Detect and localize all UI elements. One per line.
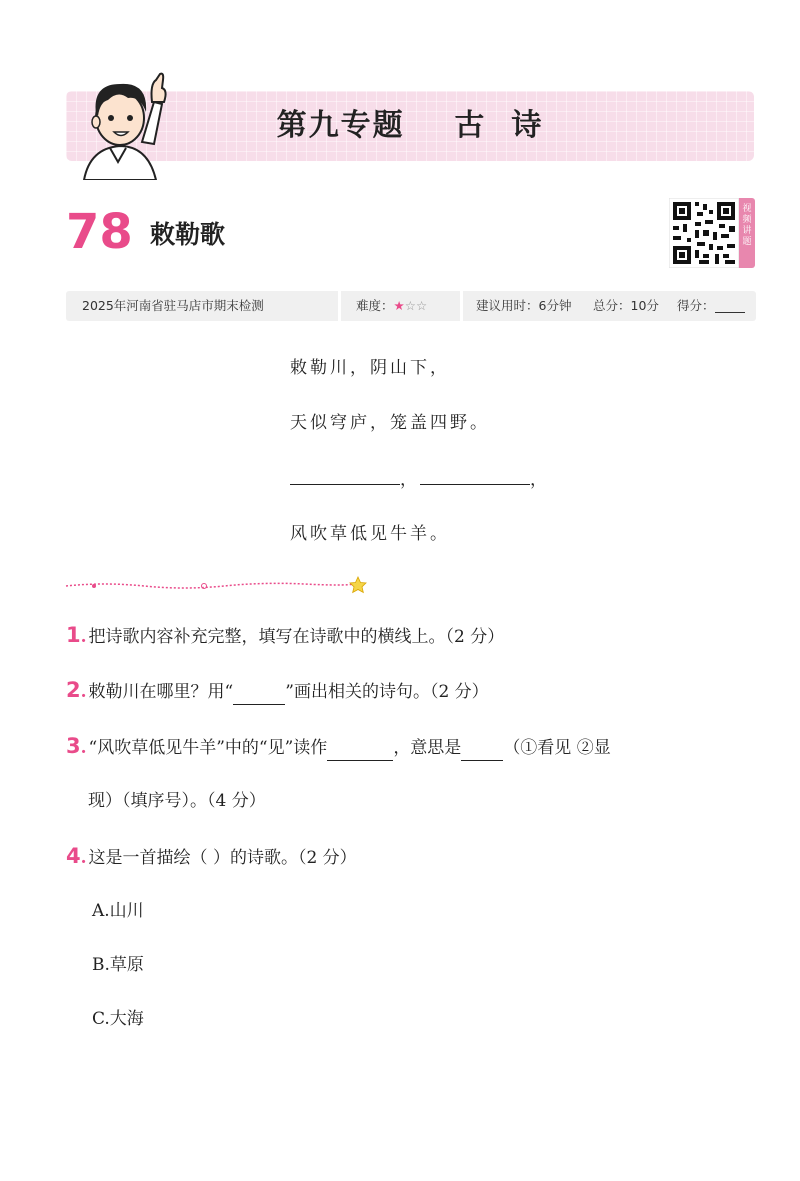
suggested-time: 建议用时：6分钟 [476,298,572,313]
question-text-b: ，意思是 [393,738,462,758]
option-b[interactable]: B.草原 [92,955,144,975]
option-a[interactable]: A.山川 [92,901,144,921]
star-icon [350,577,366,593]
option-c[interactable]: C.大海 [92,1009,144,1029]
video-explanation-tab[interactable]: 视频讲题 [739,198,755,268]
topic-title: 第九专题 古 诗 [276,108,544,143]
question-text: 把诗歌内容补充完整，填写在诗歌中的横线上。（2 分） [88,627,505,647]
poem-fill-blank-2[interactable] [420,466,530,485]
question-3: 3. “风吹草低见牛羊”中的“见”读作 ，意思是 （①看见 ②显 [66,733,611,761]
total-score: 总分：10分 [593,298,659,313]
qr-code-icon[interactable] [669,198,739,268]
question-2: 2. 敕勒川在哪里？用“ ”画出相关的诗句。（2 分） [66,677,489,705]
difficulty-stars [394,298,428,313]
question-number: 4 [66,844,81,868]
answer-underline [233,684,285,705]
meta-info-bar [66,291,756,321]
poem-fill-blank-1[interactable] [290,466,400,485]
poem-line-2: 天似穹庐，笼盖四野。 [290,413,490,433]
meaning-blank[interactable] [461,740,503,761]
question-1: 1. 把诗歌内容补充完整，填写在诗歌中的横线上。（2 分） [66,623,505,647]
star-empty-icon: ☆ [404,298,416,313]
question-text-before: 敕勒川在哪里？用“ [88,682,234,702]
question-text: 这是一首描绘（ ）的诗歌。（2 分） [88,848,357,868]
poem-line-4: 风吹草低见牛羊。 [290,524,450,544]
exam-source: 2025年河南省驻马店市期末检测 [82,298,264,313]
star-filled-icon: ★ [393,298,405,313]
difficulty-label: 难度： [356,298,394,313]
score-field[interactable] [677,291,745,321]
lesson-title: 敕勒歌 [150,220,226,249]
poem-line-3 [290,466,550,492]
score-label: 得分： [677,298,715,313]
score-blank[interactable] [715,300,745,313]
question-text-c: （①看见 ②显 [503,738,611,758]
question-text-a: “风吹草低见牛羊”中的“见”读作 [88,738,328,758]
question-4: 4. 这是一首描绘（ ）的诗歌。（2 分） [66,844,357,868]
lesson-number: 78 [66,204,133,260]
question-number: 1 [66,623,81,647]
poem-comma-2: ， [530,470,550,490]
question-text-after: ”画出相关的诗句。（2 分） [285,682,489,702]
decorative-divider [64,574,370,596]
poem-line-1: 敕勒川，阴山下， [290,358,450,378]
difficulty-rating [356,291,427,321]
star-empty-icon: ☆ [415,298,428,313]
pronunciation-blank[interactable] [327,740,393,761]
boy-mascot-illustration [70,62,180,180]
question-number: 2 [66,678,81,702]
question-number: 3 [66,734,81,758]
question-3-continuation: 现）（填序号）。（4 分） [88,791,266,811]
poem-comma-1: ， [400,470,420,490]
